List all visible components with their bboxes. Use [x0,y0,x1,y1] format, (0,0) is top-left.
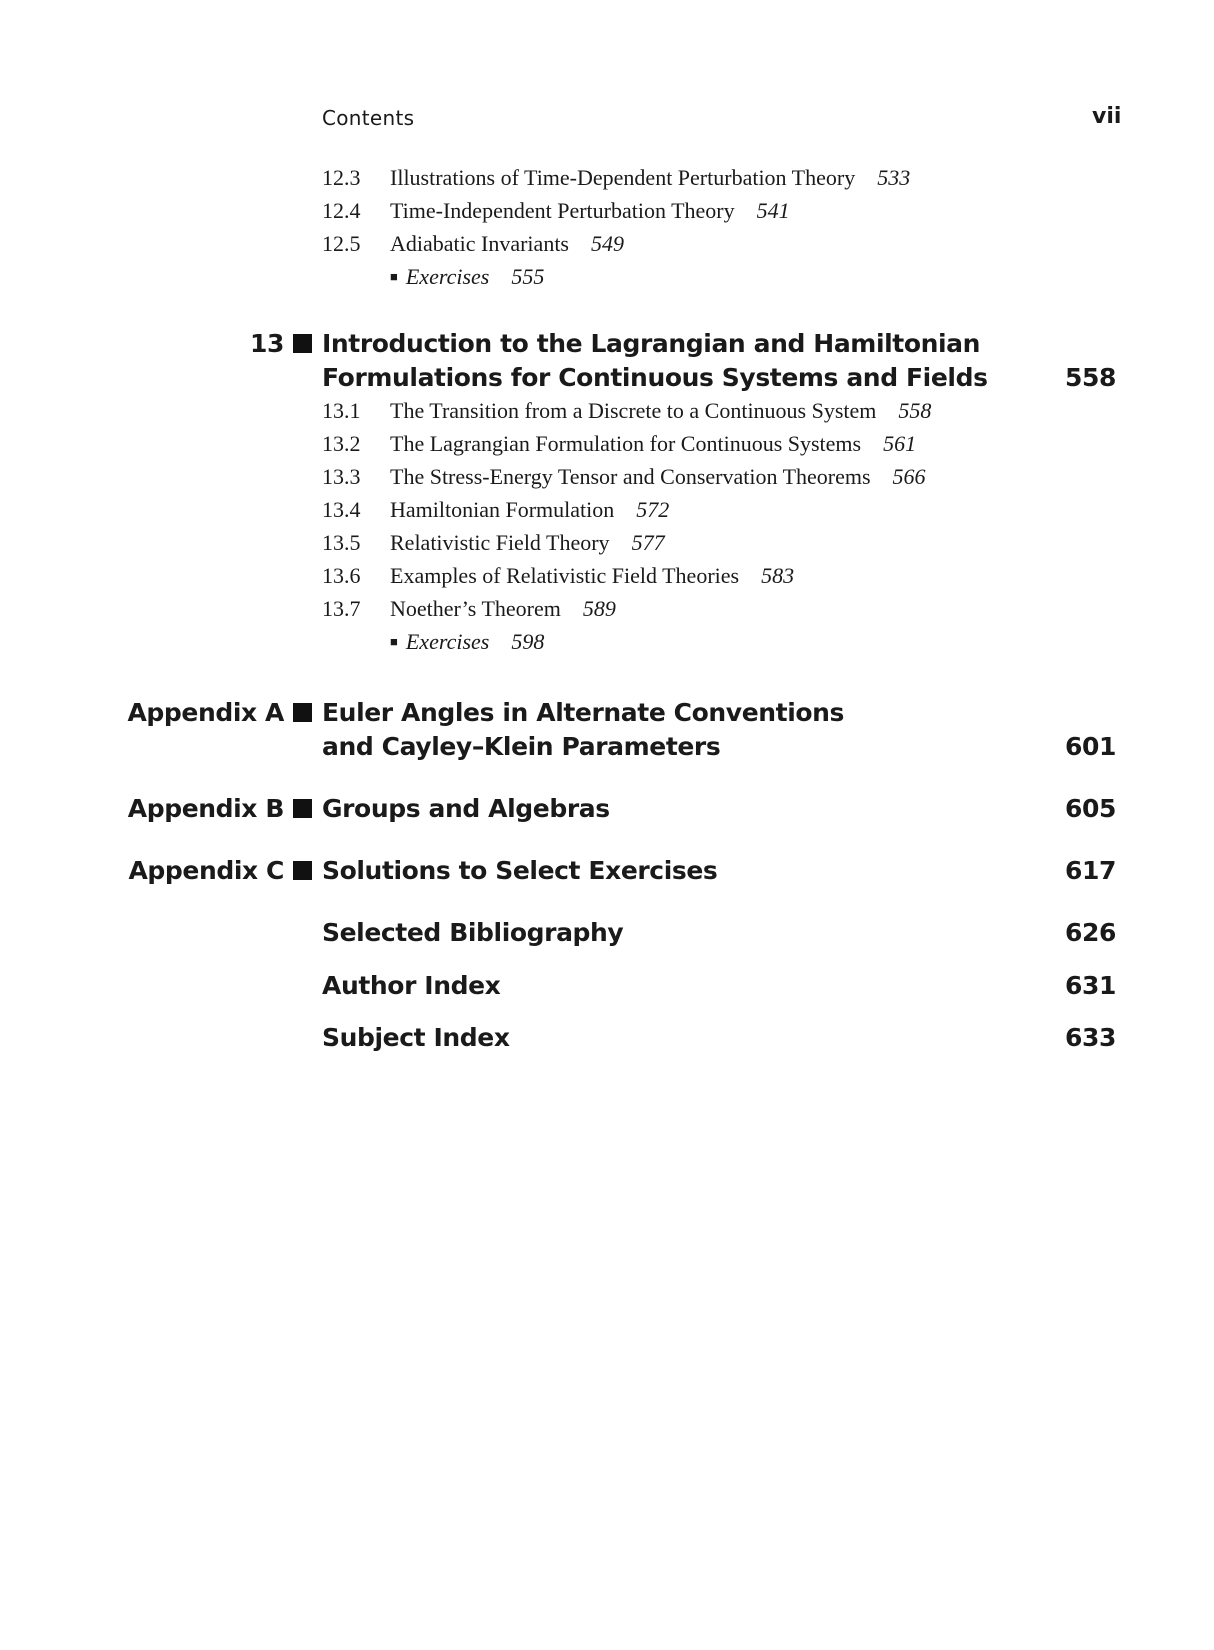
section-page: 566 [892,464,926,489]
subject-index-page: 633 [1065,1023,1116,1052]
appendix-a-page: 601 [1065,732,1116,761]
bullet-square-icon: ■ [390,634,398,649]
appendix-b-page: 605 [1065,794,1116,823]
square-bullet-icon [293,861,312,880]
section-number: 12.5 [322,231,361,256]
running-head: Contents [322,106,415,130]
page-number: vii [1092,104,1122,129]
section-page: 558 [898,398,932,423]
appendix-c-page: 617 [1065,856,1116,885]
chapter-title-line2[interactable]: Formulations for Continuous Systems and Fields [322,363,988,392]
section-title: The Lagrangian Formulation for Continuous Systems 561 [390,431,917,456]
section-page: 561 [883,431,917,456]
chapter-label: 13 [250,329,312,358]
section-title: Hamiltonian Formulation 572 [390,497,670,522]
square-bullet-icon [293,799,312,818]
section-page: 549 [591,231,624,256]
section-page: 572 [636,497,670,522]
bibliography-title[interactable]: Selected Bibliography [322,918,624,947]
section-number: 13.7 [322,596,361,621]
chapter-title[interactable]: Introduction to the Lagrangian and Hamiltonian [322,329,981,358]
section-page: 541 [756,198,790,223]
section-title: Examples of Relativistic Field Theories 583 [390,563,795,588]
exercises-label: Exercises [405,264,490,289]
exercises-page: 598 [511,629,545,654]
subject-index-title[interactable]: Subject Index [322,1023,510,1052]
section-number: 12.4 [322,198,361,223]
section-title: Adiabatic Invariants 549 [390,231,624,256]
appendix-c-title[interactable]: Solutions to Select Exercises [322,856,718,885]
section-page: 533 [877,165,911,190]
appendix-b-title[interactable]: Groups and Algebras [322,794,610,823]
section-title: Illustrations of Time-Dependent Perturbation Theory 533 [390,165,911,190]
bibliography-page: 626 [1065,918,1116,947]
section-number: 12.3 [322,165,361,190]
section-number: 13.1 [322,398,361,423]
section-number: 13.6 [322,563,361,588]
appendix-c-label: Appendix C [128,856,312,885]
section-title: The Stress-Energy Tensor and Conservation Theorems 566 [390,464,926,489]
section-page: 577 [631,530,665,555]
section-number: 13.5 [322,530,361,555]
bullet-square-icon: ■ [390,269,398,284]
appendix-a-title-line2[interactable]: and Cayley–Klein Parameters [322,732,721,761]
toc-exercises[interactable] [390,629,544,655]
toc-exercises[interactable] [390,264,544,290]
exercises-label: Exercises [405,629,490,654]
appendix-a-title[interactable]: Euler Angles in Alternate Conventions [322,698,845,727]
section-number: 13.2 [322,431,361,456]
section-title: Noether’s Theorem 589 [390,596,616,621]
section-title: Time-Independent Perturbation Theory 541 [390,198,790,223]
section-number: 13.4 [322,497,361,522]
appendix-a-label: Appendix A [127,698,312,727]
author-index-page: 631 [1065,971,1116,1000]
section-title: The Transition from a Discrete to a Continuous System 558 [390,398,932,423]
section-number: 13.3 [322,464,361,489]
square-bullet-icon [293,334,312,353]
exercises-page: 555 [511,264,545,289]
chapter-page: 558 [1065,363,1116,392]
author-index-title[interactable]: Author Index [322,971,501,1000]
section-page: 589 [582,596,616,621]
section-page: 583 [761,563,795,588]
appendix-b-label: Appendix B [128,794,312,823]
square-bullet-icon [293,703,312,722]
section-title: Relativistic Field Theory 577 [390,530,665,555]
